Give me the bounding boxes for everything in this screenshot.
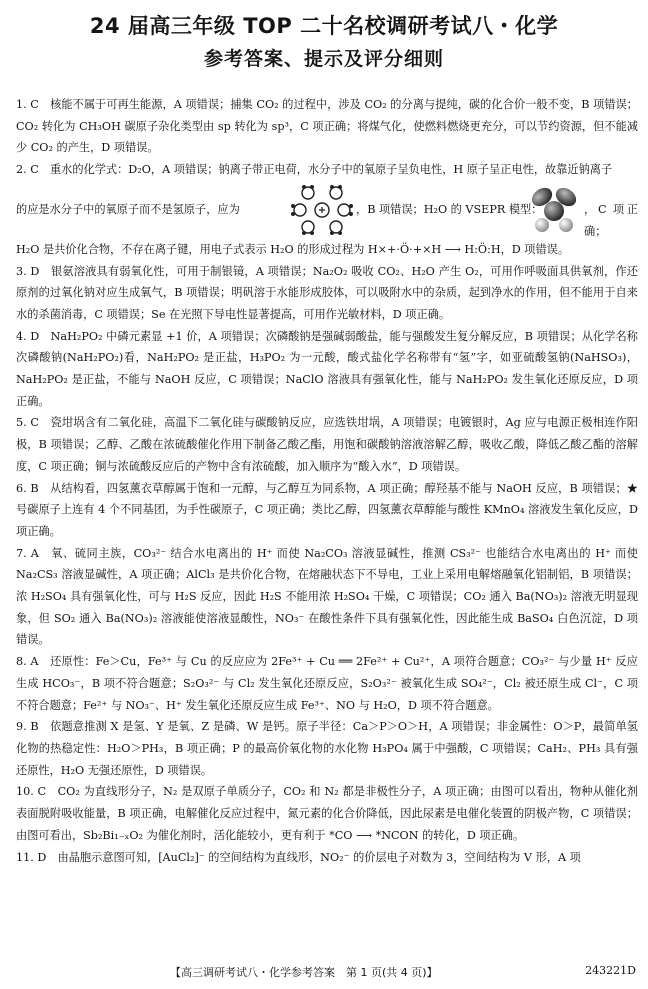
answer-item-8: 8. A 还原性：Fe＞Cu，Fe³⁺ 与 Cu 的反应应为 2Fe³⁺ + Cu ══ 2Fe²⁺ + Cu²⁺，A 项符合题意；CO₃²⁻ 与少量 H⁺ 反应生成 HCO₃⁻，B 项不符合题意；S₂O₃²⁻ 与 Cl₂ 发生氧化还原反应，S₂O₃²⁻ 被氧化生成 SO₄²⁻，Cl₂ 被还原生成 Cl⁻，C 项不符合题意；Fe²⁺ 与 NO₃⁻、H⁺ 发生氧化还原反应生成 Fe³⁺、NO 与 H₂O，D 项不符合题意。 [16,655,638,712]
footer-page-info: 【高三调研考试八・化学参考答案 第 1 页(共 4 页)】 [170,966,438,979]
answer-item-2-text-c: ，C 项正确； [584,202,638,238]
page-subtitle: 参考答案、提示及评分细则 [203,48,444,70]
page-title: 24 届高三年级 TOP 二十名校调研考试八・化学 [89,14,559,38]
answer-item-2-figure-line [16,181,638,239]
answer-item-2-text-a: 的应是水分子中的氧原子而不是氢原子，应为 [16,202,240,216]
answer-item-2-text-b: ，B 项错误；H₂O 的 VSEPR 模型： [356,202,543,216]
sodium-ion-hydration-diagram [291,183,353,237]
answer-item-6: 6. B 从结构看，四氢薰衣草醇属于饱和一元醇，与乙醇互为同系物，A 项正确；醇羟基不能与 NaOH 反应，B 项错误；★号碳原子上连有 4 个不同基团，为手性碳原子，C 项正确；类比乙醇，四氢薰衣草醇能与酸性 KMnO₄ 溶液发生氧化反应，D 项正确。 [16,481,638,538]
answer-item-10: 10. C CO₂ 为直线形分子，N₂ 是双原子单质分子，CO₂ 和 N₂ 都是非极性分子，A 项正确；由图可以看出，物种从催化剂表面脱附吸收能量，B 项正确，电解催化反应过程中，氮元素的化合价降低，因此尿素是电催化装置的阴极产物，C 项错误；由图可看出，Sb₂Bi₁₋ₓO₂ 为催化剂时，活化能较小，更有利于 *CO ⟶ *NCON 的转化，D 项正确。 [16,785,638,842]
answer-body [16,94,638,868]
answer-item-1: 1. C 核能不属于可再生能源，A 项错误；捕集 CO₂ 的过程中，涉及 CO₂ 的分离与提纯，碳的化合价一般不变，B 项错误；CO₂ 转化为 CH₃OH 碳原子杂化类型由 sp 转化为 sp³，C 项正确；将煤气化，使燃料燃烧更充分，可以节约资源，但不能减少 CO₂ 的产生，D 项错误。 [16,98,638,155]
answer-item-9: 9. B 依题意推测 X 是氢、Y 是氧、Z 是磷、W 是钙。原子半径：Ca＞P＞O＞H，A 项错误；非金属性：O＞P，最简单氢化物的热稳定性：H₂O＞PH₃，B 项正确；P 的最高价氧化物的水化物 H₃PO₄ 属于中强酸，C 项错误；CaH₂、PH₃ 具有强还原性，H₂O 无强还原性，D 项错误。 [16,720,638,777]
answer-item-2-line3: H₂O 是共价化合物，不存在离子键，用电子式表示 H₂O 的形成过程为 H×+·Ö·+×H ⟶ H:Ö:H，D 项错误。 [16,242,570,256]
answer-item-11: 11. D 由晶胞示意图可知，[AuCl₂]⁻ 的空间结构为直线形，NO₂⁻ 的价层电子对数为 3，空间结构为 V 形，A 项 [16,850,581,864]
answer-item-4: 4. D NaH₂PO₂ 中磷元素显 +1 价，A 项错误；次磷酸钠是强碱弱酸盐，能与强酸发生复分解反应，B 项错误；从化学名称次磷酸钠(NaH₂PO₂)看，NaH₂PO₂ 是正盐，H₃PO₂ 为一元酸，酸式盐化学名称带有“氢”字，如亚硫酸氢钠(NaHSO₃)，NaH₂PO₂ 是正盐，不能与 NaOH 反应，C 项错误；NaClO 溶液具有强氧化性，能与 NaH₂PO₂ 发生氧化还原反应，D 项正确。 [16,329,638,408]
answer-item-2-line1: 2. C 重水的化学式：D₂O，A 项错误；钠离子带正电荷，水分子中的氧原子呈负电性，H 原子呈正电性，故靠近钠离子 [16,163,613,177]
vsepr-model-image [526,181,582,237]
answer-item-7: 7. A 氧、硫同主族，CO₃²⁻ 结合水电离出的 H⁺ 而使 Na₂CO₃ 溶液显碱性，推测 CS₃²⁻ 也能结合水电离出的 H⁺ 而使 Na₂CS₃ 溶液显碱性，A 项正确；AlCl₃ 是共价化合物，在熔融状态下不导电，工业上采用电解熔融氧化铝制铝，B 项错误；浓 H₂SO₄ 具有强氧化性，可与 H₂S 反应，因此 H₂S 不能用浓 H₂SO₄ 干燥，C 项错误；CO₂ 通入 Ba(NO₃)₂ 溶液无明显现象，但 SO₂ 通入 Ba(NO₃)₂ 溶液能使溶液显酸性，NO₃⁻ 在酸性条件下具有强氧化性，因此能生成 BaSO₄ 白色沉淀，D 项错误。 [16,546,638,647]
answer-item-5: 5. C 瓷坩埚含有二氧化硅，高温下二氧化硅与碳酸钠反应，应选铁坩埚，A 项错误；电镀银时，Ag 应与电源正极相连作阳极，B 项错误；乙醇、乙酸在浓硫酸催化作用下制备乙酸乙酯，用饱和碳酸钠溶液溶解乙醇，吸收乙酸，降低乙酸乙酯的溶解度，C 项正确；铜与浓硫酸反应后的产物中含有浓硫酸，加入顺序为“酸入水”，D 项错误。 [16,416,638,473]
answer-item-3: 3. D 银氨溶液具有弱氧化性，可用于制银镜，A 项错误；Na₂O₂ 吸收 CO₂、H₂O 产生 O₂，可用作呼吸面具供氧剂，作还原剂的过氧化钠对应生成氧气，B 项错误；明矾溶于水能形成胶体，可以吸附水中的杂质，起到净水的作用，但不能用于自来水的杀菌消毒，C 项错误；Se 在光照下导电性显著提高，可用作光敏材料，D 项正确。 [16,264,638,321]
footer-code: 243221D [585,964,636,977]
